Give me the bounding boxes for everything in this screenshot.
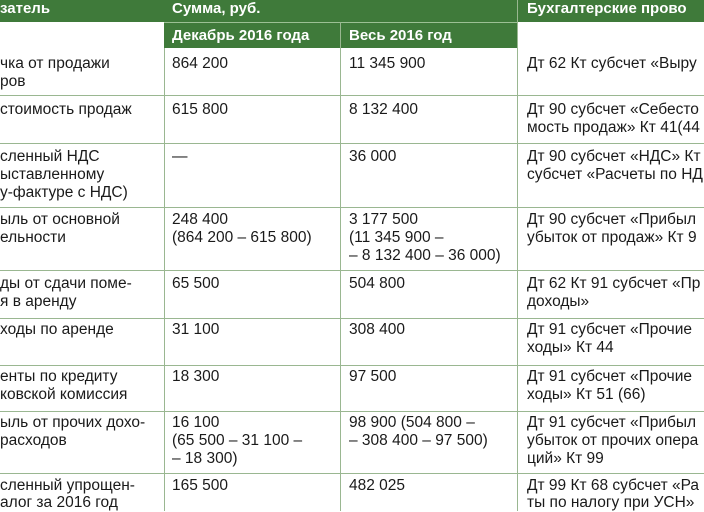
row-december-value: — (172, 148, 188, 165)
row-entry: субсчет «Расчеты по НД (527, 166, 703, 183)
header-december-2016: Декабрь 2016 года (172, 27, 310, 44)
row-entry: Дт 91 субсчет «Прочие (527, 368, 693, 385)
column-divider (517, 0, 518, 511)
column-divider (164, 48, 165, 511)
row-december-value: 31 100 (172, 321, 220, 338)
row-entry: убыток от прочих опера (527, 432, 699, 449)
row-indicator: алог за 2016 год (0, 494, 118, 511)
row-december-value: 864 200 (172, 55, 229, 72)
row-december-value: 65 500 (172, 275, 220, 292)
row-year-value: 36 000 (349, 148, 397, 165)
row-indicator: сленный упрощен- (0, 477, 135, 494)
row-indicator: ды от сдачи поме- (0, 275, 132, 292)
row-entry: Дт 91 субсчет «Прибыл (527, 414, 697, 431)
row-entry: Дт 62 Кт 91 субсчет «Пр (527, 275, 701, 292)
row-divider (0, 270, 704, 271)
row-year-formula: (11 345 900 – (349, 229, 444, 246)
row-entry: Дт 90 субсчет «Прибыл (527, 211, 697, 228)
row-year-value: 8 132 400 (349, 101, 418, 118)
row-indicator: у-фактуре с НДС) (0, 184, 128, 201)
row-december-value: 16 100 (172, 414, 220, 431)
row-entry: Дт 91 субсчет «Прочие (527, 321, 693, 338)
row-december-value: 165 500 (172, 477, 229, 494)
row-indicator: сленный НДС (0, 148, 100, 165)
row-entry: доходы» (527, 293, 590, 310)
row-indicator: стоимость продаж (0, 101, 132, 118)
row-year-formula: – 8 132 400 – 36 000) (349, 247, 501, 264)
header-accounting-entries: Бухгалтерские прово (527, 0, 687, 17)
row-december-formula: (65 500 – 31 100 – (172, 432, 303, 449)
row-year-value: 504 800 (349, 275, 406, 292)
row-december-formula: (864 200 – 615 800) (172, 229, 312, 246)
row-divider (0, 473, 704, 474)
row-year-value: 11 345 900 (349, 55, 426, 72)
row-year-value: 3 177 500 (349, 211, 418, 228)
row-entry: убыток от продаж» Кт 9 (527, 229, 697, 246)
header-year-2016: Весь 2016 год (349, 27, 452, 44)
row-year-value: 97 500 (349, 368, 397, 385)
row-divider (0, 318, 704, 319)
row-indicator: ыль от основной (0, 211, 120, 228)
row-indicator: ходы по аренде (0, 321, 114, 338)
row-divider (0, 365, 704, 366)
row-divider (0, 411, 704, 412)
row-indicator: расходов (0, 432, 67, 449)
row-december-value: 18 300 (172, 368, 220, 385)
row-entry: Дт 99 Кт 68 субсчет «Ра (527, 477, 700, 494)
row-indicator: ыль от прочих дохо- (0, 414, 146, 431)
header-indicator: затель (0, 0, 51, 17)
row-indicator: ельности (0, 229, 66, 246)
row-divider (0, 143, 704, 144)
row-divider (0, 207, 704, 208)
header-amount-group: Сумма, руб. (172, 0, 261, 17)
row-year-formula: – 308 400 – 97 500) (349, 432, 488, 449)
row-entry: мость продаж» Кт 41(44 (527, 119, 700, 136)
row-year-value: 98 900 (504 800 – (349, 414, 475, 431)
row-entry: ций» Кт 99 (527, 450, 604, 467)
row-indicator: ковской комиссия (0, 386, 128, 403)
row-entry: ходы» Кт 51 (66) (527, 386, 646, 403)
row-indicator: енты по кредиту (0, 368, 118, 385)
row-entry: ходы» Кт 44 (527, 339, 614, 356)
row-entry: Дт 90 субсчет «Себесто (527, 101, 699, 118)
row-indicator: чка от продажи (0, 55, 110, 72)
row-december-value: 248 400 (172, 211, 229, 228)
row-entry: ты по налогу при УСН» (527, 494, 695, 511)
row-year-value: 308 400 (349, 321, 406, 338)
row-divider (0, 95, 704, 96)
row-december-value: 615 800 (172, 101, 229, 118)
row-indicator: я в аренду (0, 293, 77, 310)
row-indicator: ыставленному (0, 166, 105, 183)
row-entry: Дт 62 Кт субсчет «Выру (527, 55, 697, 72)
row-year-value: 482 025 (349, 477, 406, 494)
row-december-formula: – 18 300) (172, 450, 238, 467)
row-indicator: ров (0, 73, 26, 90)
row-entry: Дт 90 субсчет «НДС» Кт (527, 148, 701, 165)
